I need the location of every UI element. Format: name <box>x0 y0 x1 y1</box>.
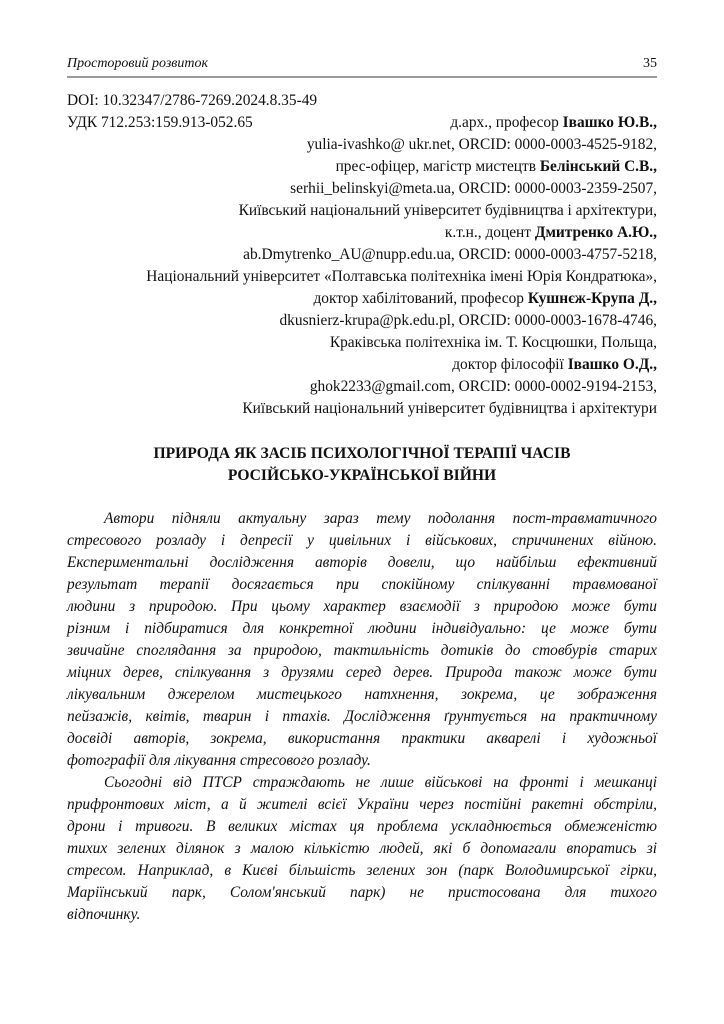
abstract-line: людини з природою. При цьому характер взаємодії з природою може бути <box>67 598 657 615</box>
body-line: стресом. Наприклад, в Києві більшість зелених зон (парк Володимирської гірки, <box>67 862 657 879</box>
author-1-degree-line <box>450 112 657 134</box>
abstract-line: досвіді авторів, зокрема, використання практики акварелі і художньої <box>67 730 657 747</box>
doi-line: DOI: 10.32347/2786-7269.2024.8.35-49 <box>67 92 318 109</box>
affiliation-2: Національний університет «Полтавська політехніка імені Юрія Кондратюка», <box>146 268 657 285</box>
abstract-line: результат терапії досягається при спокійному спілкуванні травмованої <box>67 576 657 593</box>
running-header <box>67 56 657 78</box>
author-name: Івашко О.Д., <box>567 356 657 373</box>
body-line: Сьогодні від ПТСР страждають не лише військові на фронті і мешканці <box>104 774 657 791</box>
body-line: тихих зелених ділянок з малою кількістю людей, які б допомагали впоратись зі <box>67 840 657 857</box>
author-3-contact: ab.Dmytrenko_AU@nupp.edu.ua, ORCID: 0000-0003-4757-5218, <box>243 246 657 263</box>
author-1-contact: yulia-ivashko@ ukr.net, ORCID: 0000-0003-4525-9182, <box>306 136 657 153</box>
abstract-line: фотографії для лікування стресового розладу. <box>67 752 371 769</box>
body-paragraph <box>67 772 657 926</box>
author-3-degree-line <box>445 222 657 244</box>
body-line: відпочинку. <box>67 906 141 923</box>
abstract-line: звичайне споглядання за природою, тактильність дотиків до стовбурів старих <box>67 642 657 659</box>
body-line: Маріїнський парк, Солом'янський парк) не пристосована для тихого <box>67 884 657 901</box>
affiliation-1: Київський національний університет будівництва і архітектури, <box>238 202 657 219</box>
author-degree: прес-офіцер, магістр мистецтв <box>335 158 540 175</box>
author-name: Івашко Ю.В., <box>562 114 657 131</box>
affiliation-3: Краківська політехніка ім. Т. Косцюшки, Польща, <box>329 334 657 351</box>
author-2-contact: serhii_belinskyi@meta.ua, ORCID: 0000-0003-2359-2507, <box>290 180 657 197</box>
abstract-line: Автори підняли актуальну зараз тему подолання пост-травматичного <box>104 510 657 527</box>
author-name: Кушнєж-Крупа Д., <box>527 290 657 307</box>
affiliation-4: Київський національний університет будівництва і архітектури <box>242 400 657 417</box>
author-4-degree-line <box>313 288 657 310</box>
abstract-line: міцних дерев, спілкування з друзями серед дерев. Природа також може бути <box>67 664 657 681</box>
udk-line: УДК 712.253:159.913-052.65 <box>67 114 253 131</box>
abstract-line: лікувальним джерелом мистецького натхнення, зокрема, це зображення <box>67 686 657 703</box>
author-2-degree-line <box>336 156 657 178</box>
author-name: Дмитренко А.Ю., <box>534 224 657 241</box>
body-line: дрони і тривоги. В великих містах ця проблема ускладнюється обмеженістю <box>67 818 657 835</box>
author-4-contact: dkusnierz-krupa@pk.edu.pl, ORCID: 0000-0003-1678-4746, <box>279 312 657 329</box>
abstract-line: Експериментальні дослідження авторів довели, що найбільш ефективний <box>67 554 657 571</box>
author-degree: доктор хабілітований, професор <box>313 290 528 307</box>
author-5-contact: ghok2233@gmail.com, ORCID: 0000-0002-9194-2153, <box>309 378 657 395</box>
abstract-line: стресового розладу і депресії у цивільних і військових, спричинених війною. <box>67 532 657 549</box>
author-degree: д.арх., професор <box>450 114 563 131</box>
abstract-line: пейзажів, квітів, тварин і птахів. Дослідження ґрунтується на практичному <box>67 708 657 725</box>
abstract <box>67 508 657 772</box>
abstract-line: різним і підбиратися для конкретної людини індивідуально: це може бути <box>67 620 657 637</box>
article-title-line-2: РОСІЙСЬКО-УКРАЇНСЬКОЇ ВІЙНИ <box>227 467 497 484</box>
author-name: Белінський С.В., <box>539 158 657 175</box>
author-degree: доктор філософії <box>452 356 568 373</box>
page-number: 35 <box>643 56 657 71</box>
article-title-line-1: ПРИРОДА ЯК ЗАСІБ ПСИХОЛОГІЧНОЇ ТЕРАПІЇ ЧАСІВ <box>153 445 571 462</box>
author-5-degree-line <box>452 354 657 376</box>
running-title: Просторовий розвиток <box>67 56 209 71</box>
body-line: прифронтових міст, а й жителі всієї України через постійні ракетні обстріли, <box>67 796 657 813</box>
author-degree: к.т.н., доцент <box>444 224 535 241</box>
